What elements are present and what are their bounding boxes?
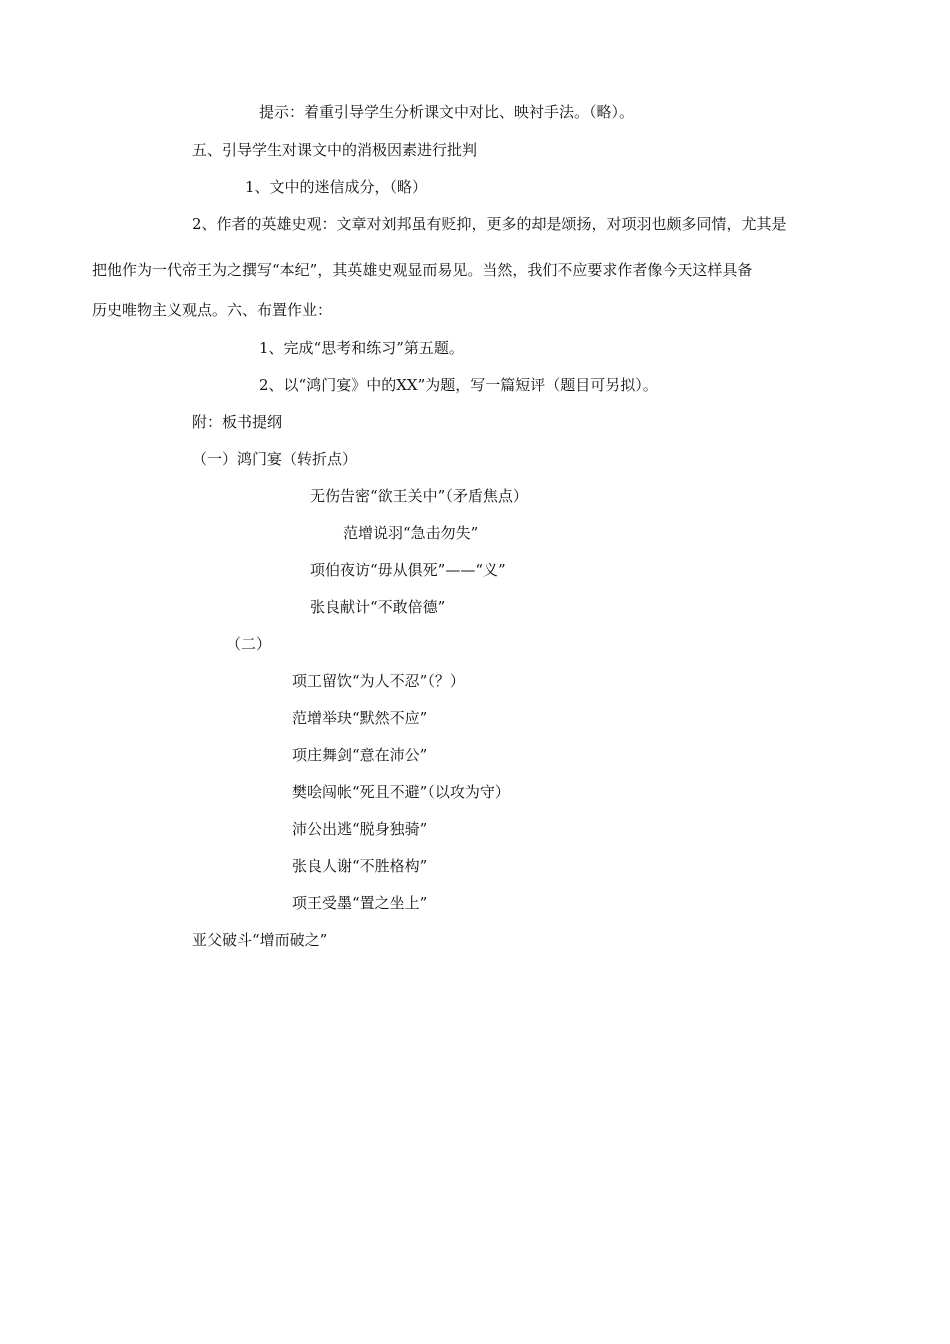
outline-item: 项伯夜访“毋从俱死”——“义” (310, 561, 506, 579)
outline-item: 项庄舞剑“意在沛公” (292, 746, 428, 764)
outline-item: 沛公出逃“脱身独骑” (292, 820, 428, 838)
hint-line: 提示：着重引导学生分析课文中对比、映衬手法。（略）。 (259, 103, 635, 121)
point-two-line-1: 2、作者的英雄史观：文章对刘邦虽有贬抑，更多的却是颂扬，对项羽也颇多同情，尤其是 (192, 215, 787, 233)
outline-item: 张良献计“不敢倍德” (310, 598, 446, 616)
point-one: 1、文中的迷信成分，（略） (245, 178, 428, 196)
outline-item: 无伤告密“欲王关中”（矛盾焦点） (310, 487, 528, 505)
homework-one: 1、完成“思考和练习”第五题。 (259, 339, 464, 357)
outline-item: 范增举玦“默然不应” (292, 709, 428, 727)
outline-part-one: （一）鸿门宴（转折点） (192, 450, 358, 468)
outline-item: 亚父破斗“增而破之” (192, 931, 328, 949)
outline-item: 范增说羽“急击勿失” (343, 524, 479, 542)
section-five-heading: 五、引导学生对课文中的消极因素进行批判 (192, 141, 478, 159)
outline-item: 张良人谢“不胜格构” (292, 857, 428, 875)
appendix-heading: 附：板书提纲 (192, 413, 283, 431)
point-two-line-3: 历史唯物主义观点。六、布置作业： (92, 301, 333, 319)
outline-item: 樊哙闯帐“死且不避”（以攻为守） (292, 783, 510, 801)
outline-part-two: （二） (226, 635, 272, 653)
point-two-line-2: 把他作为一代帝王为之撰写“本纪”，其英雄史观显而易见。当然，我们不应要求作者像今天这样具备 (92, 261, 753, 279)
outline-item: 项工留饮“为人不忍”（？） (292, 672, 465, 690)
outline-item: 项王受墨“置之坐上” (292, 894, 428, 912)
homework-two: 2、以“鸿门宴》中的XX”为题，写一篇短评（题目可另拟）。 (259, 376, 658, 394)
